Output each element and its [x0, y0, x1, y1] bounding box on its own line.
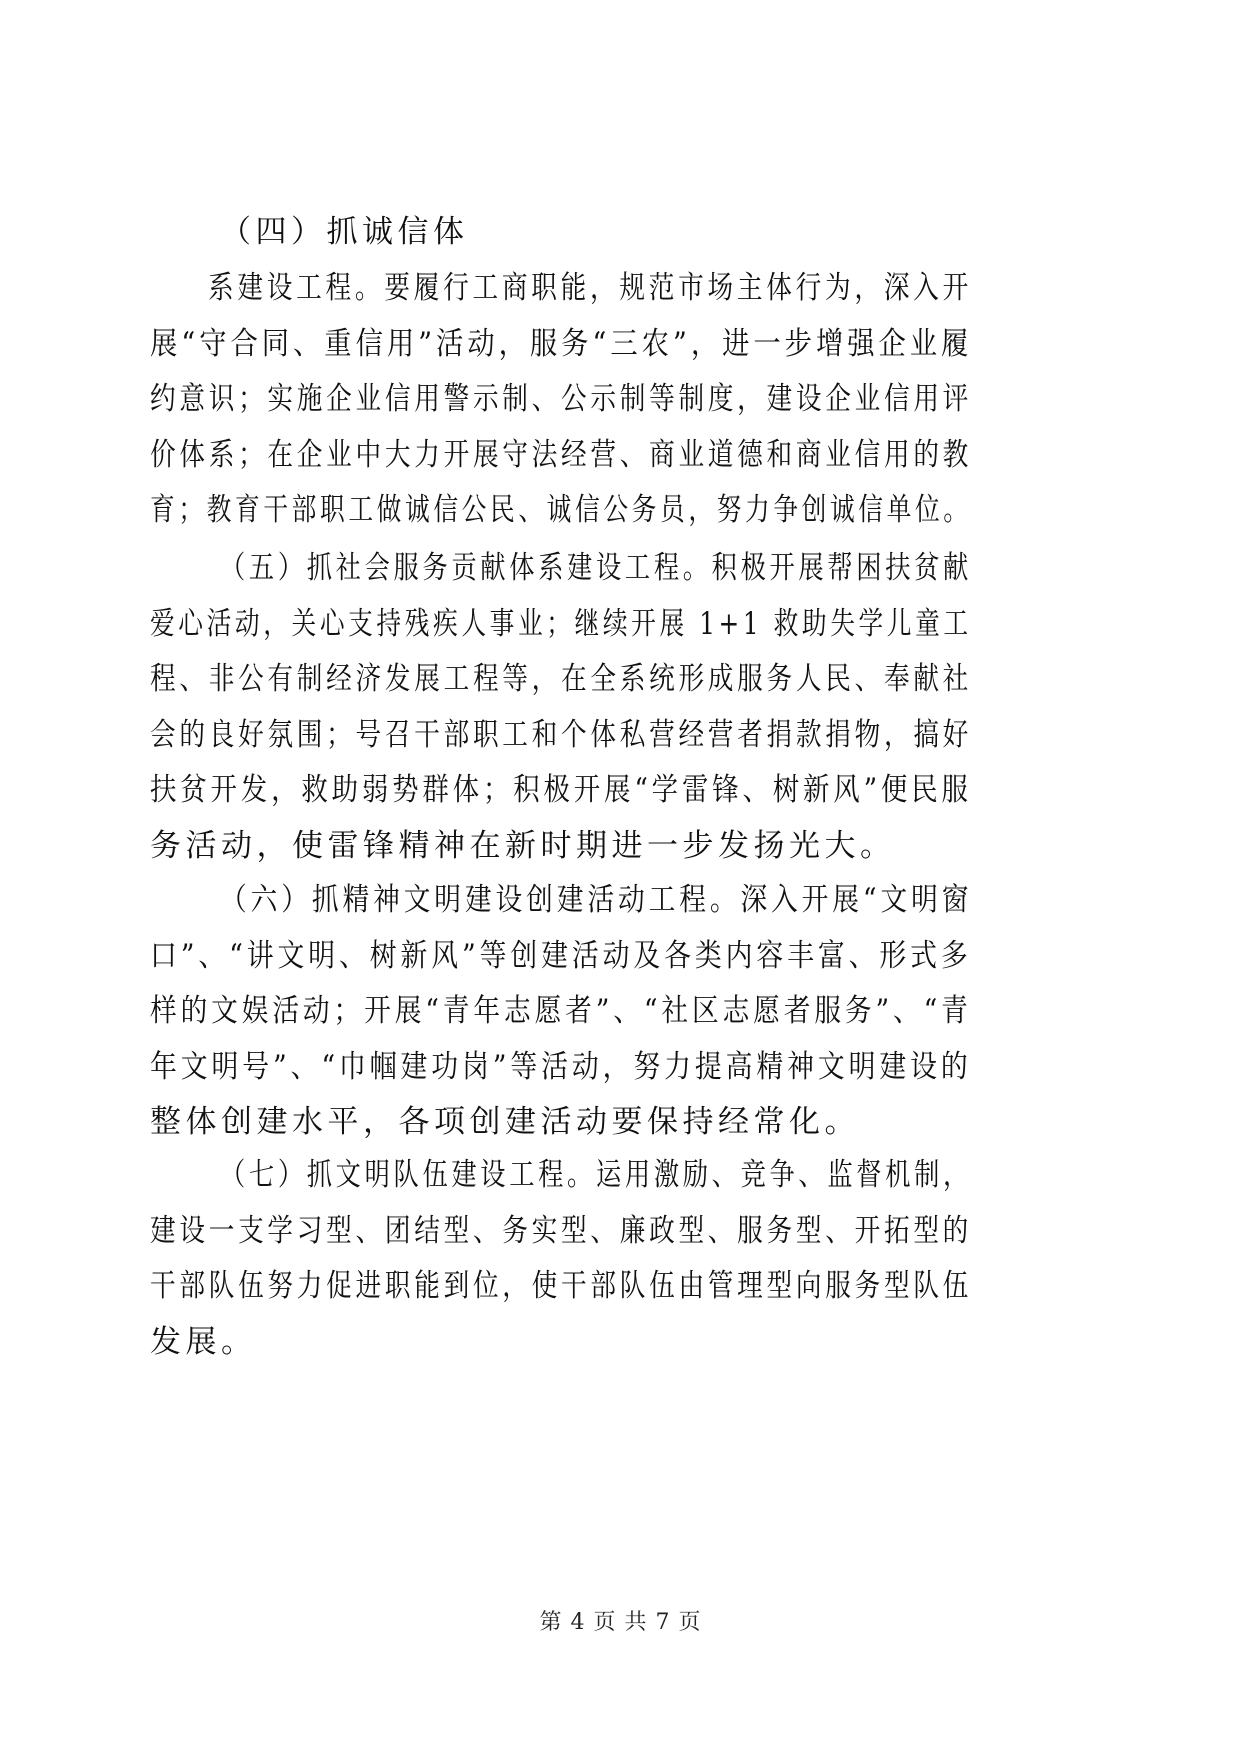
text-line: 口”、“讲文明、树新风”等创建活动及各类内容丰富、形式多 — [150, 938, 972, 974]
text-line: 建设一支学习型、团结型、务实型、廉政型、服务型、开拓型的 — [150, 1213, 973, 1249]
text-line: 会的良好氛围；号召干部职工和个体私营经营者捐款捐物，搞好 — [150, 717, 973, 753]
text-line: （七）抓文明队伍建设工程。运用激励、竞争、监督机制， — [220, 1157, 972, 1193]
text-line: 样的文娱活动；开展“青年志愿者”、“社区志愿者服务”、“青 — [150, 993, 972, 1029]
text-line: 整体创建水平，各项创建活动要保持经常化。 — [150, 1104, 860, 1140]
text-line: （五）抓社会服务贡献体系建设工程。积极开展帮困扶贫献 — [220, 550, 972, 586]
text-line: 干部队伍努力促进职能到位，使干部队伍由管理型向服务型队伍 — [150, 1268, 973, 1304]
text-line: 展“守合同、重信用”活动，服务“三农”，进一步增强企业履 — [150, 326, 973, 362]
text-line: 系建设工程。要履行工商职能，规范市场主体行为，深入开 — [208, 270, 972, 306]
text-line: （四）抓诚信体 — [220, 214, 469, 250]
text-line: 育；教育干部职工做诚信公民、诚信公务员，努力争创诚信单位。 — [150, 492, 972, 528]
text-line: 年文明号”、“巾帼建功岗”等活动，努力提高精神文明建设的 — [150, 1049, 972, 1085]
text-line: 程、非公有制经济发展工程等，在全系统形成服务人民、奉献社 — [150, 661, 973, 697]
text-line: 务活动，使雷锋精神在新时期进一步发扬光大。 — [150, 828, 896, 864]
text-line: 价体系；在企业中大力开展守法经营、商业道德和商业信用的教 — [150, 437, 973, 473]
text-line: 爱心活动，关心支持残疾人事业；继续开展 1+1 救助失学儿童工 — [150, 606, 972, 642]
text-line: （六）抓精神文明建设创建活动工程。深入开展“文明窗 — [220, 882, 973, 918]
text-line: 扶贫开发，救助弱势群体；积极开展“学雷锋、树新风”便民服 — [150, 772, 972, 808]
text-line: 约意识；实施企业信用警示制、公示制等制度，建设企业信用评 — [150, 381, 973, 417]
text-line: 发展。 — [150, 1324, 257, 1360]
page-footer: 第 4 页 共 7 页 — [539, 1610, 702, 1635]
